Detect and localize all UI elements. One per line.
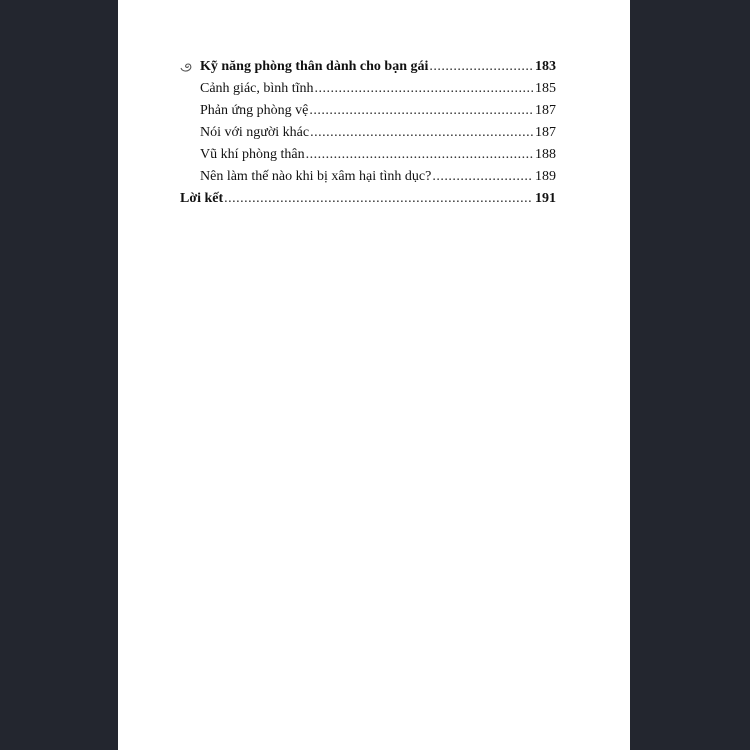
toc-dot-leader [429, 56, 533, 78]
toc-dot-leader [432, 166, 533, 188]
spiral-bullet-icon [180, 61, 194, 73]
toc-dot-leader [310, 122, 533, 144]
toc-dot-leader [309, 100, 533, 122]
toc-dot-leader [224, 188, 533, 210]
table-of-contents [180, 56, 556, 210]
toc-entry[interactable] [180, 100, 556, 122]
toc-dot-leader [306, 144, 533, 166]
toc-entry-page: 187 [535, 125, 556, 140]
toc-entry-title: Nên làm thế nào khi bị xâm hại tình dục? [200, 169, 432, 184]
toc-entry-page: 183 [535, 59, 556, 74]
toc-entry[interactable] [180, 188, 556, 210]
toc-entry-title: Phản ứng phòng vệ [200, 103, 309, 118]
toc-entry-title: Cảnh giác, bình tĩnh [200, 81, 314, 96]
toc-entry-page: 187 [535, 103, 556, 118]
toc-dot-leader [315, 78, 533, 100]
toc-entry-page: 185 [535, 81, 556, 96]
toc-entry[interactable] [180, 144, 556, 166]
toc-entry[interactable] [180, 78, 556, 100]
toc-entry-title: Kỹ năng phòng thân dành cho bạn gái [200, 59, 429, 74]
toc-entry-title: Nói với người khác [200, 125, 310, 140]
toc-entry[interactable] [180, 122, 556, 144]
document-page [118, 0, 630, 750]
toc-entry-title: Vũ khí phòng thân [200, 147, 305, 162]
toc-entry[interactable] [180, 56, 556, 78]
toc-entry[interactable] [180, 166, 556, 188]
toc-entry-title: Lời kết [180, 191, 224, 206]
toc-entry-page: 189 [535, 169, 556, 184]
toc-entry-page: 191 [535, 191, 556, 206]
toc-entry-page: 188 [535, 147, 556, 162]
